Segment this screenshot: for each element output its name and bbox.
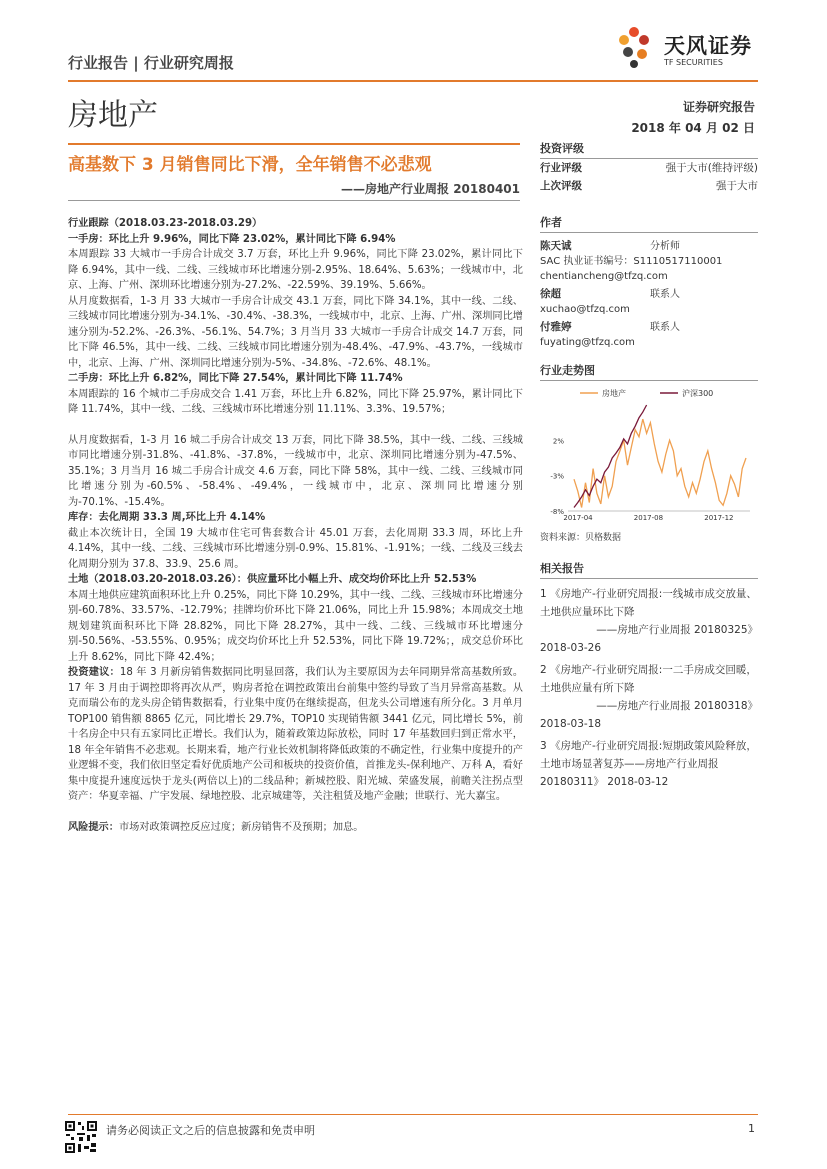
header-divider: [68, 80, 758, 82]
author-item: [540, 320, 758, 350]
related-heading: 相关报告: [540, 560, 758, 579]
risk-warning: [68, 820, 523, 836]
related-tail: ——房地产行业周报 20180318》: [596, 700, 758, 712]
rating-heading: 投资评级: [540, 140, 758, 159]
trend-chart: [540, 383, 758, 528]
track-period: 行业跟踪（2018.03.23-2018.03.29）: [68, 218, 263, 229]
report-date: 2018 年 04 月 02 日: [631, 121, 755, 135]
prev-rating-label: 上次评级: [540, 180, 582, 192]
logo-subtext: TF SECURITIES: [664, 58, 723, 67]
prev-rating-row: [540, 177, 758, 195]
title-top-rule: [68, 143, 520, 145]
related-date: 2018-03-18: [540, 718, 602, 730]
authors-panel: [540, 214, 758, 350]
section-resale-heading: 二手房：环比上升 6.82%，同比下降 27.54%，累计同比下降 11.74%: [68, 373, 403, 384]
advice-heading: 投资建议：: [68, 667, 120, 678]
rating-panel: [540, 140, 758, 195]
author-name: 付雅婷: [540, 321, 572, 333]
author-name: 徐超: [540, 288, 561, 300]
y-tick-label: 2%: [552, 437, 564, 446]
related-tail: ——房地产行业周报 20180325》: [596, 624, 758, 636]
author-item: [540, 287, 758, 317]
author-email[interactable]: fuyating@tfzq.com: [540, 337, 635, 348]
related-title[interactable]: 1 《房地产-行业研究周报:一线城市成交放量、土地供应量环比下降: [540, 588, 757, 618]
page-number: 1: [748, 1122, 755, 1135]
legend-label: 房地产: [602, 389, 626, 398]
series-line-real-estate: [574, 419, 746, 507]
author-role: 联系人: [650, 289, 680, 300]
x-tick-label: 2017-08: [633, 514, 664, 522]
footer-rule: [68, 1114, 758, 1115]
author-name: 陈天诚: [540, 240, 572, 252]
section-resale-p2: 从月度数据看，1-3 月 16 城二手房合计成交 13 万套，同比下降 38.5%，其中一线、二线、三线城市同比增速分别-31.8%、-41.8%、-37.8%，一线城市中，北京、深圳同比增速分别为-47.5%、35.1%；3 月当月 16 城二手房合计成交 4.6 万套，同比下降 58%，其中一线、二线、三线城市同比增速分别为-60.5%、-58.4%、-49.4%，一线城市中，北京、深圳同比增速分别为-70.1%、-15.4%。: [68, 434, 523, 508]
y-tick-label: -8%: [550, 508, 564, 516]
section-land-p1: 本周土地供应建筑面积环比上升 0.25%，同比下降 10.29%，其中一线、二线、三线城市环比增速分别-60.78%、33.57%、-12.79%；挂牌均价环比下降 21.06%，同比上升 15.98%；本周成交土地规划建筑面积环比下降 28.82%，同比下降 28.27%，其中一线、二线、三线城市环比增速分别-50.56%、-53.55%、0.95%；成交均价环比上升 52.53%，同比下降 19.72%；，成交总价环比上升 8.62%，同比下降 42.4%；: [68, 589, 523, 663]
section-inventory-p1: 截止本次统计日，全国 19 大城市住宅可售套数合计 45.01 万套，去化周期 33.3 周，环比上升 4.14%，其中一线、二线、三线城市环比增速分别-0.9%、15.81%、-1.91%；一线、二线及三线去化周期分别为 37.8、33.9、25.6 周。: [68, 527, 523, 570]
chart-source: 资料来源：贝格数据: [540, 533, 622, 543]
author-cert: SAC 执业证书编号：S1110517110001: [540, 256, 723, 267]
report-subtitle: ——房地产行业周报 20180401: [341, 182, 520, 196]
related-item[interactable]: [540, 737, 758, 791]
industry-rating-value: 强于大市(维持评级): [665, 162, 758, 174]
trend-heading: 行业走势图: [540, 362, 758, 381]
related-date: 2018-03-26: [540, 642, 602, 654]
risk-heading: 风险提示：: [68, 821, 119, 833]
section-new-homes-p1: 本周跟踪 33 大城市一手房合计成交 3.7 万套，环比上升 9.96%，同比下降 23.02%，累计同比下降 6.94%，其中一线、二线、三线城市环比增速分别-2.95%、18.64%、5.63%；一线城市中，北京、上海、广州、深圳环比增速分别为-27.2%、-22.59%、39.19%、5.66%。: [68, 249, 523, 291]
related-title[interactable]: 2 《房地产-行业研究周报:一二手房成交回暖，土地供应量有所下降: [540, 664, 757, 694]
industry-rating-row: [540, 159, 758, 177]
section-new-homes-p2: 从月度数据看，1-3 月 33 大城市一手房合计成交 43.1 万套，同比下降 34.1%，其中一线、二线、三线城市同比增速分别为-34.1%、-30.4%、-38.3%，一线城市中，北京、上海、广州、深圳同比增速分别为-52.2%、-26.3%、-56.1%、54.7%；3 月当月 33 大城市一手房合计成交 14.7 万套，同比下降 46.5%，其中一线、二线、三线城市同比增速分别为-48.4%、-47.9%、-43.7%，一线城市中，北京、上海、广州、深圳同比增速分别为-5%、-34.8%、-72.6%、48.1%。: [68, 295, 523, 369]
trend-panel: [540, 362, 758, 543]
y-tick-label: -3%: [550, 472, 564, 481]
title-bottom-rule: [68, 200, 520, 201]
footer-disclaimer[interactable]: 请务必阅读正文之后的信息披露和免责申明: [106, 1124, 315, 1137]
qr-code-icon: [64, 1120, 98, 1154]
report-title: 高基数下 3 月销售同比下滑，全年销售不必悲观: [68, 155, 432, 175]
legend-label: 沪深300: [682, 389, 714, 398]
author-role: 分析师: [650, 241, 680, 252]
report-type: 证券研究报告: [682, 100, 755, 114]
report-category: 行业报告 | 行业研究周报: [68, 54, 234, 72]
author-email[interactable]: chentiancheng@tfzq.com: [540, 271, 668, 282]
section-land-heading: 土地（2018.03.20-2018.03.26）：供应量环比小幅上升、成交均价环比上升 52.53%: [68, 574, 477, 585]
report-body: [68, 216, 523, 835]
risk-text: 市场对政策调控反应过度；新房销售不及预期；加息。: [118, 821, 364, 833]
sector-title: 房地产: [68, 98, 158, 133]
section-resale-p1: 本周跟踪的 16 个城市二手房成交合 1.41 万套，环比上升 6.82%，同比下降 25.97%，累计同比下降 11.74%，其中一线、二线、三线城市环比增速分别 11.11%、3.3%、19.57%；: [68, 388, 523, 415]
author-role: 联系人: [650, 322, 680, 333]
section-new-homes-heading: 一手房：环比上升 9.96%，同比下降 23.02%，累计同比下降 6.94%: [68, 233, 396, 245]
related-item[interactable]: [540, 585, 758, 657]
industry-rating-label: 行业评级: [540, 162, 582, 174]
x-tick-label: 2017-12: [704, 514, 734, 522]
related-item[interactable]: [540, 661, 758, 733]
investment-advice: [68, 665, 523, 805]
x-tick-label: 2017-04: [563, 514, 593, 522]
prev-rating-value: 强于大市: [716, 180, 758, 192]
author-item: [540, 239, 758, 284]
authors-heading: 作者: [540, 214, 758, 233]
related-title[interactable]: 3 《房地产-行业研究周报:短期政策风险释放，土地市场显著复苏——房地产行业周报 20180311》 2018-03-12: [540, 740, 757, 788]
author-email[interactable]: xuchao@tfzq.com: [540, 304, 630, 315]
logo-text: 天风证券: [664, 34, 752, 58]
logo-petals-icon: [619, 27, 649, 68]
related-panel: [540, 560, 758, 791]
section-inventory-heading: 库存：去化周期 33.3 周,环比上升 4.14%: [68, 512, 266, 523]
advice-text: 18 年 3 月新房销售数据同比明显回落，我们认为主要原因为去年同期异常高基数所致。17 年 3 月由于调控即将再次从严，购房者抢在调控政策出台前集中签约导致了当月异常高基数。从克而瑞公布的龙头房企销售数据看，行业集中度仍在继续提高，但龙头公司增速有所分化。3 月单月 TOP100 销售额 8865 亿元，同比增长 29.7%，TOP10 实现销售额 3441 亿元，同比增长 5%，前十名房企中只有五家同比正增长。我们认为，随着政策边际放松，同时 17 年基数回归到正常水平，18 年全年销售不必悲观。长期来看，地产行业长效机制将降低政策的不确定性，行业集中度提升的产业逻辑不变，我们依旧坚定看好优质地产公司和板块的投资价值，首推龙头-保利地产、万科 A，看好集中度提升速度远快于龙头(两倍以上)的二线品种；新城控股、阳光城、荣盛发展，前瞻关注拐点型资产：华夏幸福、广宇发展、绿地控股、北京城建等，关注租赁及地产金融；世联行、光大嘉宝。: [68, 667, 524, 802]
